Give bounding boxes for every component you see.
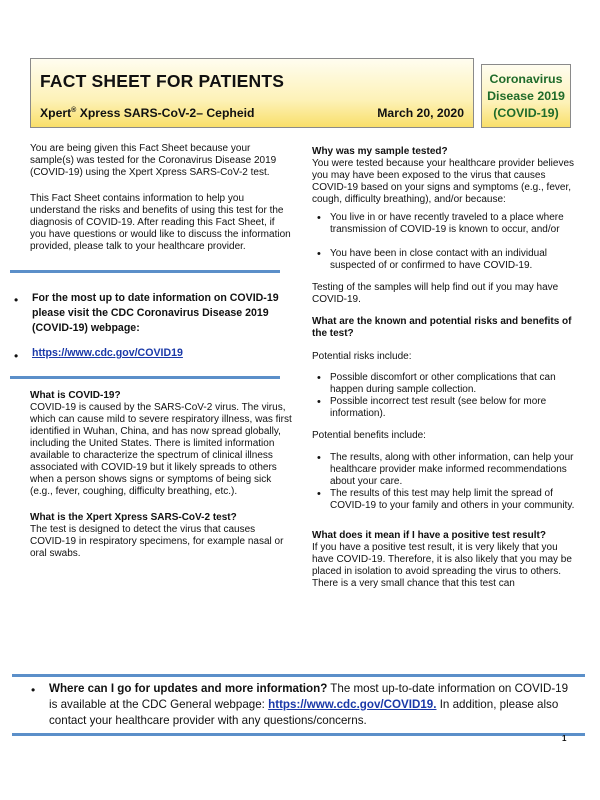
section-body: You were tested because your healthcare provider believes you may have been exposed to the virus that causes COVID-19 based on your signs and symptoms (e.g., fever, cough, difficulty breathing), and/or because: xyxy=(312,158,575,205)
risks-label: Potential risks include: xyxy=(312,351,412,362)
bullet-icon: • xyxy=(317,248,321,260)
list-item: The results of this test may help limit the spread of COVID-19 to your family and others in your community. xyxy=(330,488,575,511)
intro-paragraph-2: This Fact Sheet contains information to help you understand the risks and benefits of using this test for the diagnosis of COVID-19. After reading this Fact Sheet, if you have questions or would like to discuss the information provided, please talk to your healthcare provider. xyxy=(30,193,291,252)
divider-rule xyxy=(12,733,585,736)
product-name-prefix: Xpert xyxy=(40,106,72,120)
section-body: COVID-19 is caused by the SARS-CoV-2 virus. The virus, which can cause mild to severe respiratory illness, was first identified in Wuhan, China, and has now spread globally, including the United States. There is limited information available to characterize the spectrum of clinical illness associated with COVID-19 but it likely spreads to others when a person shows signs or symptoms of being sick (e.g., fever, coughing, difficulty breathing, etc.). xyxy=(30,402,292,497)
bullet-icon: • xyxy=(31,683,36,697)
list-item: Possible incorrect test result (see below for more information). xyxy=(330,396,547,419)
registered-mark: ® xyxy=(71,106,77,114)
section-heading: What does it mean if I have a positive test result? xyxy=(312,530,546,541)
updates-text-cont: In addition, please also contact your healthcare provider with any questions/concerns. xyxy=(49,698,559,727)
page-number: 1 xyxy=(562,734,567,743)
list-item: You have been in close contact with an individual suspected of or confirmed to have COVID-19. xyxy=(330,248,548,271)
page-title: FACT SHEET FOR PATIENTS xyxy=(40,71,285,91)
bullet-icon: • xyxy=(14,349,19,363)
section-heading: What are the known and potential risks and benefits of the test? xyxy=(312,316,572,339)
cdc-general-link[interactable]: https://www.cdc.gov/COVID19. xyxy=(268,698,437,711)
cdc-covid19-link[interactable]: https://www.cdc.gov/COVID19 xyxy=(32,347,183,359)
bullet-icon: • xyxy=(317,372,321,384)
disease-badge-line-1: Coronavirus xyxy=(489,71,563,86)
section-heading: Why was my sample tested? xyxy=(312,146,448,157)
section-body: If you have a positive test result, it is very likely that you have COVID-19. Therefore, it is also likely that you may be placed in isolation to avoid spreading the virus to others. There is a very small chance that this test can xyxy=(312,542,572,589)
updates-info xyxy=(49,681,579,729)
bullet-icon: • xyxy=(317,212,321,224)
section-body: Testing of the samples will help find out if you may have COVID-19. xyxy=(312,282,559,305)
bullet-icon: • xyxy=(14,293,19,307)
divider-rule xyxy=(12,674,585,677)
bullet-icon: • xyxy=(317,488,321,500)
list-item: You live in or have recently traveled to a place where transmission of COVID-19 is known to occur, and/or xyxy=(330,212,564,235)
divider-rule xyxy=(10,270,280,273)
product-name xyxy=(40,106,254,120)
disease-badge-line-3: (COVID-19) xyxy=(493,105,559,120)
section-body: The test is designed to detect the virus that causes COVID-19 in respiratory specimens, for example nasal or oral swabs. xyxy=(30,524,284,559)
section-heading: What is the Xpert Xpress SARS-CoV-2 test? xyxy=(30,512,237,523)
divider-rule xyxy=(10,376,280,379)
intro-paragraph-1: You are being given this Fact Sheet because your sample(s) was tested for the Coronavirus Disease 2019 (COVID-19) using the Xpert Xpress SARS-CoV-2 test. xyxy=(30,143,277,178)
cdc-info-text: For the most up to date information on COVID-19 please visit the CDC Coronavirus Disease 2019 (COVID-19) webpage: xyxy=(32,292,279,334)
benefits-label: Potential benefits include: xyxy=(312,430,426,441)
list-item: The results, along with other information, can help your healthcare provider make informed recommendations about your care. xyxy=(330,452,574,487)
bullet-icon: • xyxy=(317,396,321,408)
product-name-suffix: Xpress SARS-CoV-2– Cepheid xyxy=(76,106,255,120)
issue-date: March 20, 2020 xyxy=(377,106,464,120)
updates-heading: Where can I go for updates and more information? xyxy=(49,682,328,695)
list-item: Possible discomfort or other complications that can happen during sample collection. xyxy=(330,372,556,395)
disease-badge xyxy=(481,64,571,128)
section-heading: What is COVID-19? xyxy=(30,390,121,401)
bullet-icon: • xyxy=(317,452,321,464)
updates-text: The most up-to-date information on COVID-19 is available at the CDC General webpage: xyxy=(49,682,569,711)
disease-badge-line-2: Disease 2019 xyxy=(487,88,565,103)
